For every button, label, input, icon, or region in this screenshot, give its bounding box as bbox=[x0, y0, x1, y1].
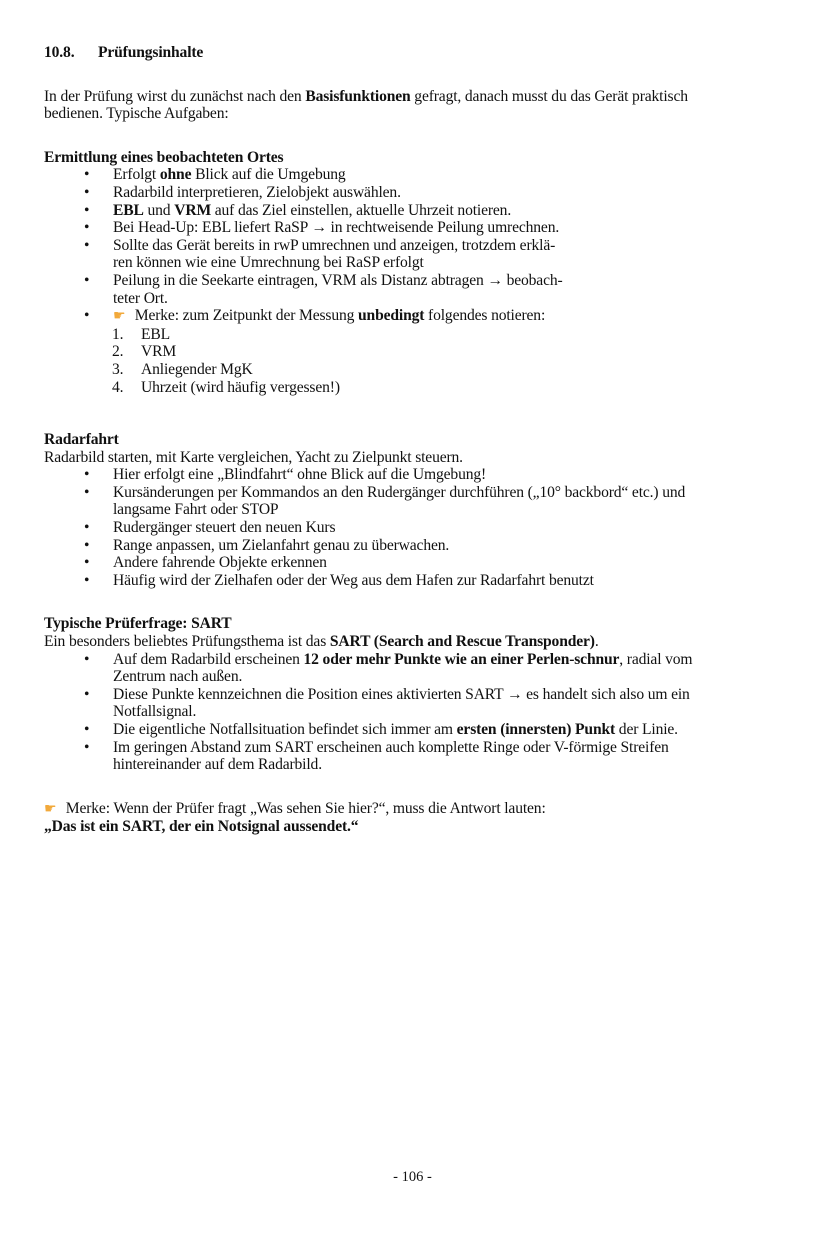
list-item: • Hier erfolgt eine „Blindfahrt“ ohne Blick auf die Umgebung! bbox=[84, 466, 487, 484]
numbered-item: 3. Anliegender MgK bbox=[112, 360, 253, 378]
section-sart bbox=[44, 615, 784, 773]
list-item: • Bei Head-Up: EBL liefert RaSP → in rechtweisende Peilung umrechnen. bbox=[84, 219, 560, 237]
intro-bold: Basisfunktionen bbox=[305, 87, 411, 105]
bullet-icon: • bbox=[84, 183, 90, 201]
bullet-icon: • bbox=[84, 166, 90, 184]
bullet-icon: • bbox=[84, 650, 90, 668]
list-item: • Range anpassen, um Zielanfahrt genau zu überwachen. bbox=[84, 536, 450, 554]
pointing-hand-icon: ☛ bbox=[44, 800, 57, 817]
bullet-list bbox=[44, 466, 744, 589]
list-item: • Häufig wird der Zielhafen oder der Weg aus dem Hafen zur Radarfahrt benutzt bbox=[84, 571, 594, 589]
list-item: • EBL und VRM auf das Ziel einstellen, aktuelle Uhrzeit notieren. bbox=[84, 201, 512, 219]
list-item: • Kursänderungen per Kommandos an den Rudergänger durchführen („10° backbord“ etc.) und langsame Fahrt oder STOP bbox=[84, 483, 686, 519]
list-item: • Radarbild interpretieren, Zielobjekt auswählen. bbox=[84, 183, 401, 201]
list-item: • ☛ Merke: zum Zeitpunkt der Messung unbedingt folgendes notieren: bbox=[84, 307, 546, 325]
section-title: Typische Prüferfrage: SART bbox=[44, 615, 232, 633]
pointing-hand-icon: ☛ bbox=[113, 308, 126, 325]
list-item: • Erfolgt ohne Blick auf die Umgebung bbox=[84, 166, 346, 184]
bullet-icon: • bbox=[84, 466, 90, 484]
bullet-icon: • bbox=[84, 738, 90, 756]
list-item: • Im geringen Abstand zum SART erscheinen auch komplette Ringe oder V-förmige Streifen hintereinander auf dem Radarbild. bbox=[84, 738, 669, 774]
list-item: • Andere fahrende Objekte erkennen bbox=[84, 554, 327, 572]
bullet-icon: • bbox=[84, 271, 90, 289]
numbered-item: 2. VRM bbox=[112, 343, 177, 361]
bullet-list bbox=[44, 651, 744, 774]
bullet-icon: • bbox=[84, 571, 90, 589]
bullet-icon: • bbox=[84, 536, 90, 554]
heading-title: Prüfungsinhalte bbox=[98, 44, 204, 61]
note-text: ☛ Merke: Wenn der Prüfer fragt „Was sehen Sie hier?“, muss die Antwort lauten: bbox=[44, 799, 546, 817]
document-page bbox=[44, 44, 784, 836]
numbered-list bbox=[44, 326, 784, 396]
bullet-icon: • bbox=[84, 483, 90, 501]
bullet-icon: • bbox=[84, 307, 90, 325]
intro-paragraph bbox=[44, 88, 734, 123]
heading-number: 10.8. bbox=[44, 44, 75, 61]
list-item: • Peilung in die Seekarte eintragen, VRM als Distanz abtragen → beobach- teter Ort. bbox=[84, 271, 563, 307]
intro-text: In der Prüfung wirst du zunächst nach den bbox=[44, 87, 306, 105]
bullet-icon: • bbox=[84, 519, 90, 537]
bullet-icon: • bbox=[84, 219, 90, 237]
bullet-list bbox=[44, 166, 784, 325]
intro-text-end: gefragt, danach musst du das Gerät praktisch bedienen. Typische Aufgaben: bbox=[44, 87, 688, 123]
bullet-icon: • bbox=[84, 201, 90, 219]
bullet-icon: • bbox=[84, 554, 90, 572]
exam-tip-note bbox=[44, 800, 784, 836]
numbered-item: 1. EBL bbox=[112, 325, 171, 343]
list-item: • Diese Punkte kennzeichnen die Position eines aktivierten SART → es handelt sich also um ein Notfallsignal. bbox=[84, 685, 690, 721]
list-item: • Die eigentliche Notfallsituation befindet sich immer am ersten (innersten) Punkt der Linie. bbox=[84, 721, 678, 738]
bullet-icon: • bbox=[84, 685, 90, 703]
section-observed-position bbox=[44, 149, 784, 396]
note-answer: „Das ist ein SART, der ein Notsignal aussendet.“ bbox=[44, 818, 359, 836]
list-item: • Auf dem Radarbild erscheinen 12 oder mehr Punkte wie an einer Perlen-schnur, radial vom Zentrum nach außen. bbox=[84, 650, 693, 686]
list-item: • Rudergänger steuert den neuen Kurs bbox=[84, 519, 336, 537]
section-heading bbox=[44, 44, 784, 62]
section-title: Ermittlung eines beobachteten Ortes bbox=[44, 148, 284, 166]
section-title: Radarfahrt bbox=[44, 431, 119, 449]
section-lead: Ein besonders beliebtes Prüfungsthema ist das SART (Search and Rescue Transponder). bbox=[44, 633, 599, 651]
section-lead: Radarbild starten, mit Karte vergleichen, Yacht zu Zielpunkt steuern. bbox=[44, 448, 463, 466]
bullet-icon: • bbox=[84, 721, 90, 738]
list-item: • Sollte das Gerät bereits in rwP umrechnen und anzeigen, trotzdem erklä- ren können wie eine Umrechnung bei RaSP erfolgt bbox=[84, 236, 556, 272]
page-number: - 106 - bbox=[393, 1169, 432, 1185]
bullet-icon: • bbox=[84, 236, 90, 254]
numbered-item: 4. Uhrzeit (wird häufig vergessen!) bbox=[112, 378, 340, 396]
section-radar-navigation bbox=[44, 431, 784, 589]
